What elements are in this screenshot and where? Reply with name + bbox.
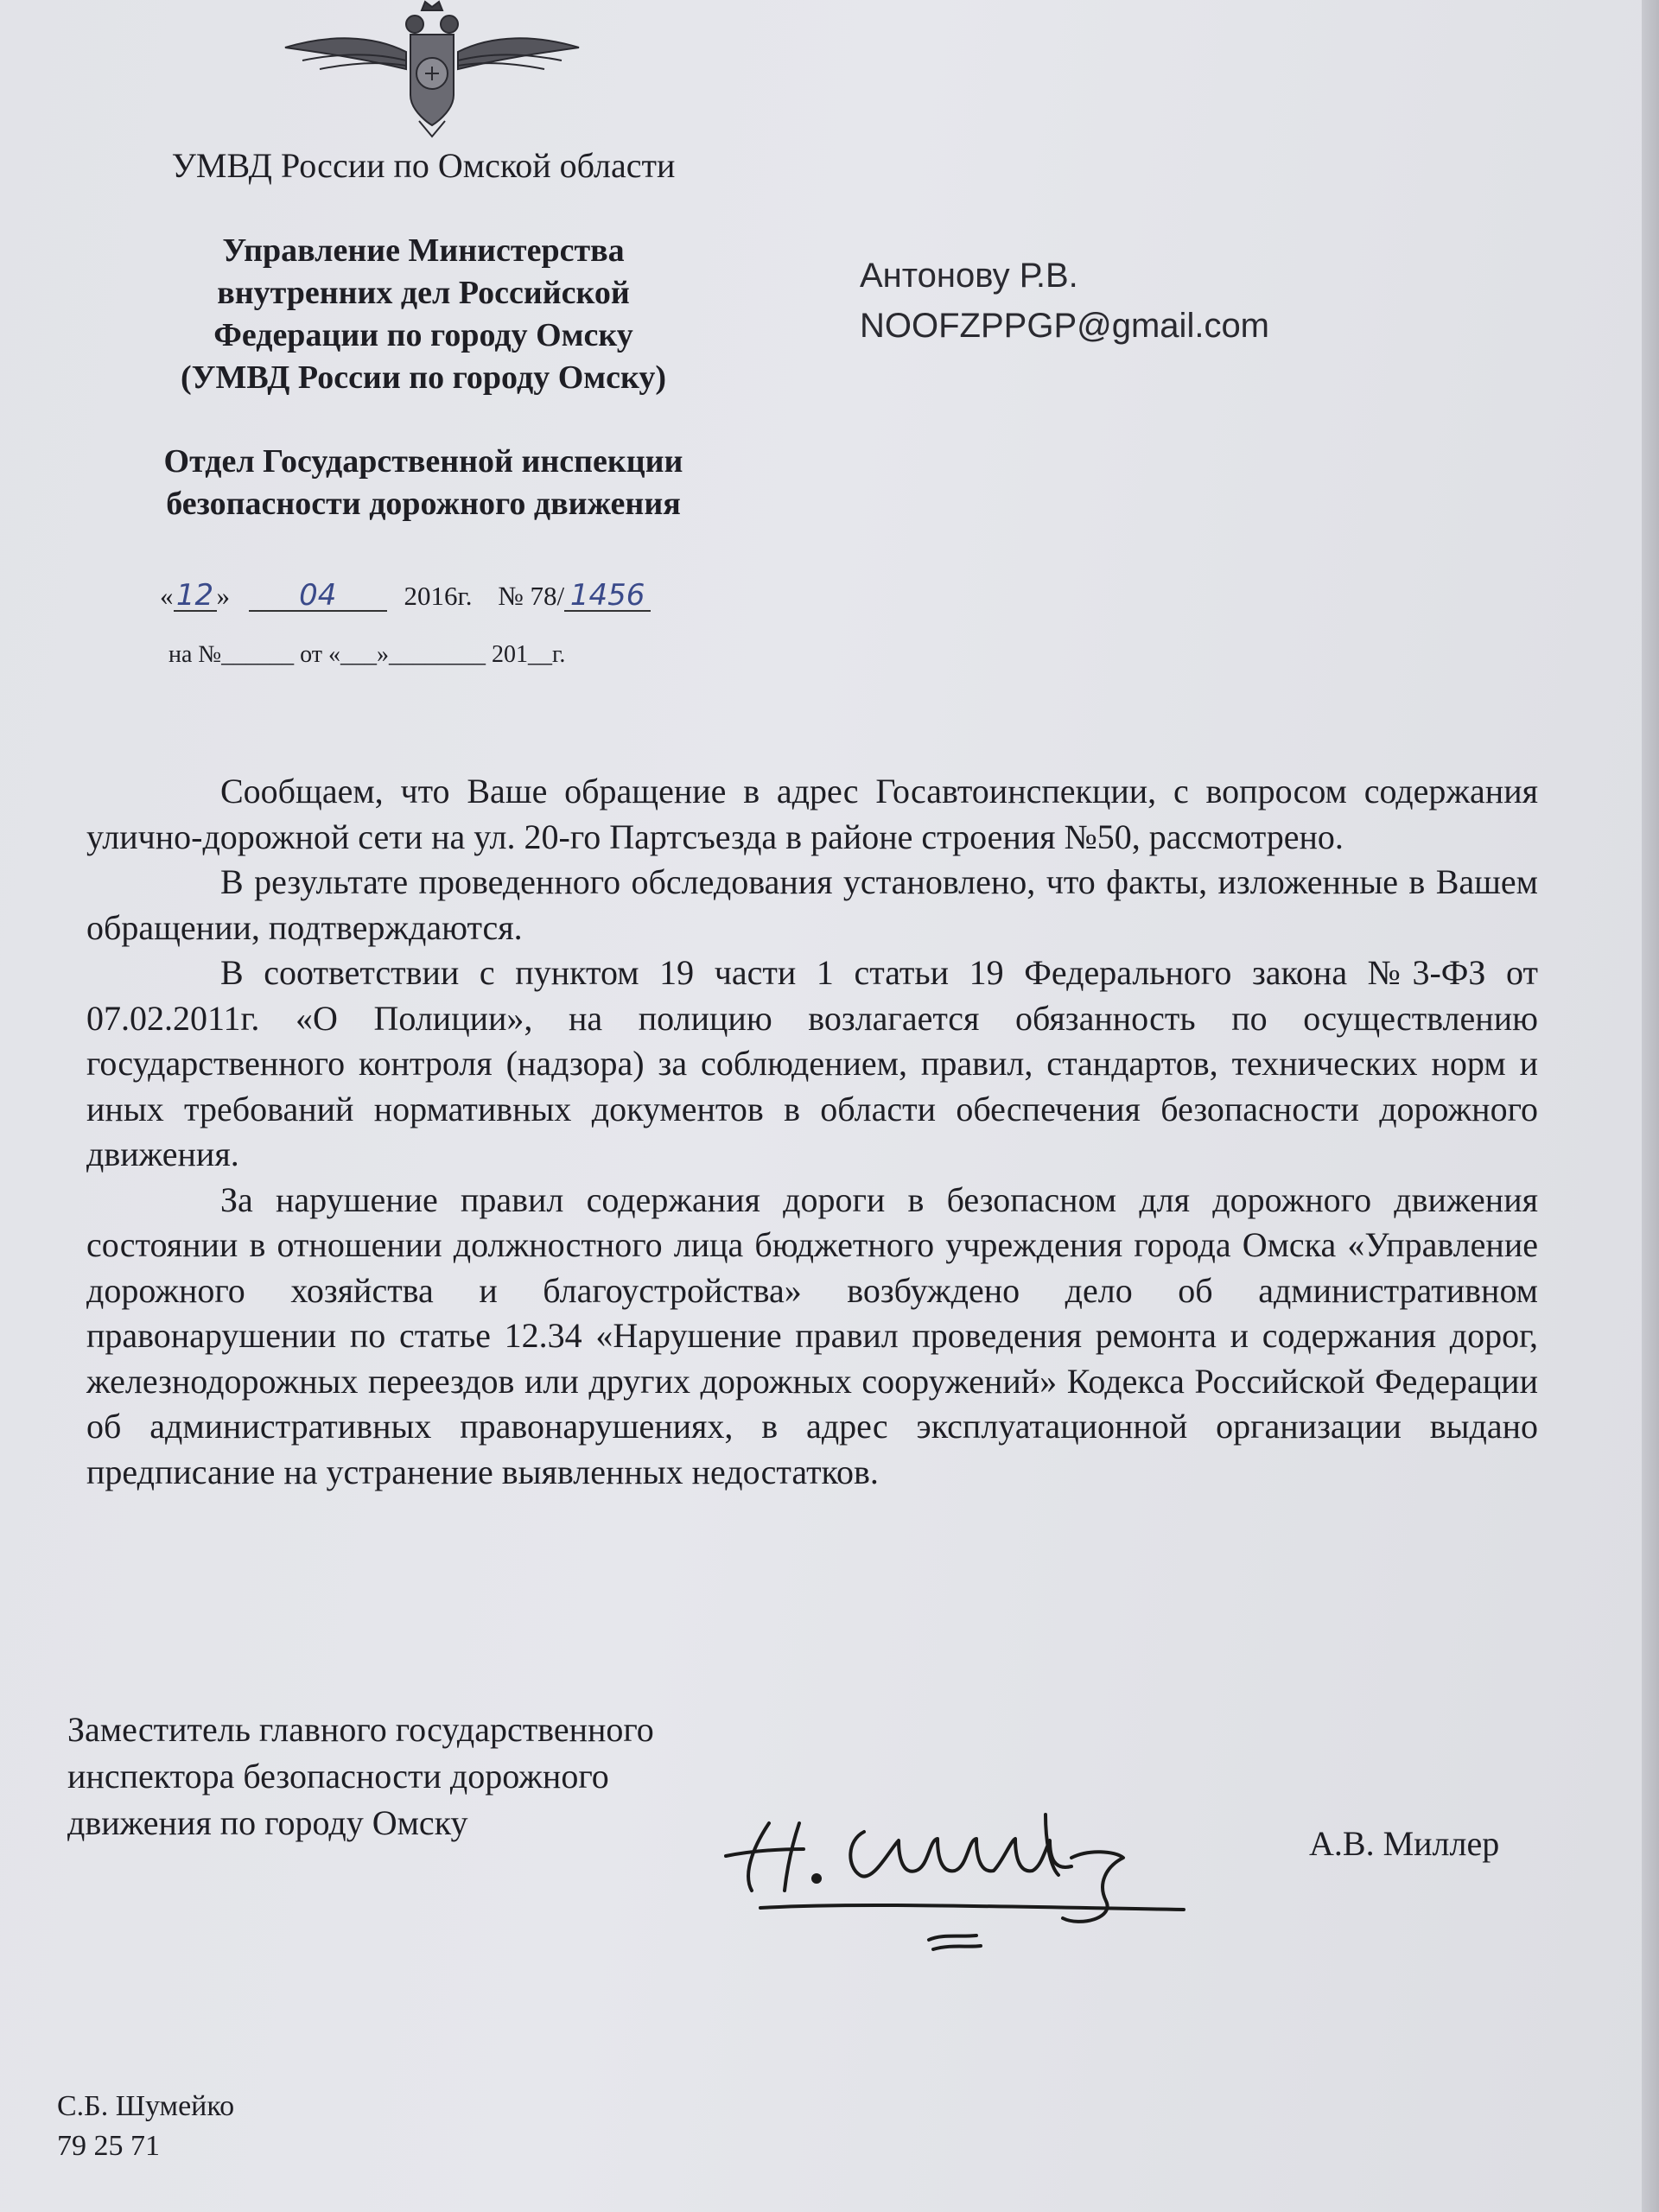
signatory-name: А.В. Миллер bbox=[1309, 1824, 1500, 1863]
body-paragraph: В результате проведенного обследования установлено, что факты, изложенные в Вашем обращении, подтверждаются. bbox=[86, 862, 1538, 947]
org-full-line: Управление Министерства bbox=[222, 232, 625, 269]
org-full-line: (УМВД России по городу Омску) bbox=[180, 359, 667, 396]
registration-month: 04 bbox=[249, 581, 387, 612]
signatory-title bbox=[67, 1707, 654, 1847]
handwritten-signature-icon bbox=[717, 1789, 1201, 1961]
registration-number-prefix: № 78/ bbox=[498, 581, 565, 611]
letter-body bbox=[86, 769, 1538, 1495]
signatory-title-line: инспектора безопасности дорожного bbox=[67, 1757, 609, 1796]
executor-name: С.Б. Шумейко bbox=[57, 2090, 235, 2122]
body-paragraph: За нарушение правил содержания дороги в безопасном для дорожного движения состоянии в отношении должностного лица бюджетного учреждения города Омска «Управление дорожного хозяйства и благоустройства» возбуждено дело об административном правонарушении по статье 12.34 «Нарушение правил проведения ремонта и содержания дорог, железнодорожных переездов или других дорожных сооружений» Кодекса Российской Федерации об административных правонарушениях, в адрес эксплуатационной организации выдано предписание на устранение выявленных недостатков. bbox=[86, 1179, 1538, 1491]
body-paragraph: В соответствии с пунктом 19 части 1 статьи 19 Федерального закона №3-ФЗ от 07.02.2011г. «О Полиции», на полицию возлагается обязанность по осуществлению государственного контроля (надзора) за соблюдением, правил, стандартов, технических норм и иных требований нормативных документов в области обеспечения безопасности дорожного движения. bbox=[86, 953, 1538, 1173]
department-line: Отдел Государственной инспекции bbox=[163, 443, 683, 480]
addressee-name: Антонову Р.В. bbox=[860, 257, 1078, 295]
signatory-title-line: Заместитель главного государственного bbox=[67, 1710, 654, 1749]
executor-block bbox=[57, 2087, 234, 2166]
registration-number: 1456 bbox=[564, 581, 651, 612]
reference-line: на №______ от «___»________ 201__г. bbox=[168, 641, 566, 668]
org-full-line: Федерации по городу Омску bbox=[213, 317, 633, 353]
registration-line: «12 » 04 2016г. № 78/ 1456 bbox=[160, 581, 651, 612]
addressee-block bbox=[860, 251, 1269, 351]
executor-phone: 79 25 71 bbox=[57, 2130, 160, 2162]
department-name bbox=[121, 441, 726, 525]
org-short-name: УМВД России по Омской области bbox=[171, 146, 676, 185]
body-paragraph: Сообщаем, что Ваше обращение в адрес Госавтоинспекции, с вопросом содержания улично-дорожной сети на ул. 20-го Партсъезда в районе строения №50, рассмотрено. bbox=[86, 772, 1538, 856]
signatory-title-line: движения по городу Омску bbox=[67, 1803, 468, 1842]
double-headed-eagle-emblem-icon bbox=[276, 0, 588, 138]
department-line: безопасности дорожного движения bbox=[166, 486, 681, 522]
org-full-name bbox=[121, 230, 726, 399]
registration-year: 2016г. bbox=[404, 581, 473, 611]
registration-day: 12 bbox=[174, 581, 217, 612]
paper-edge-shadow bbox=[1642, 0, 1659, 2212]
addressee-email: NOOFZPPGP@gmail.com bbox=[860, 307, 1270, 345]
org-full-line: внутренних дел Российской bbox=[217, 275, 630, 311]
